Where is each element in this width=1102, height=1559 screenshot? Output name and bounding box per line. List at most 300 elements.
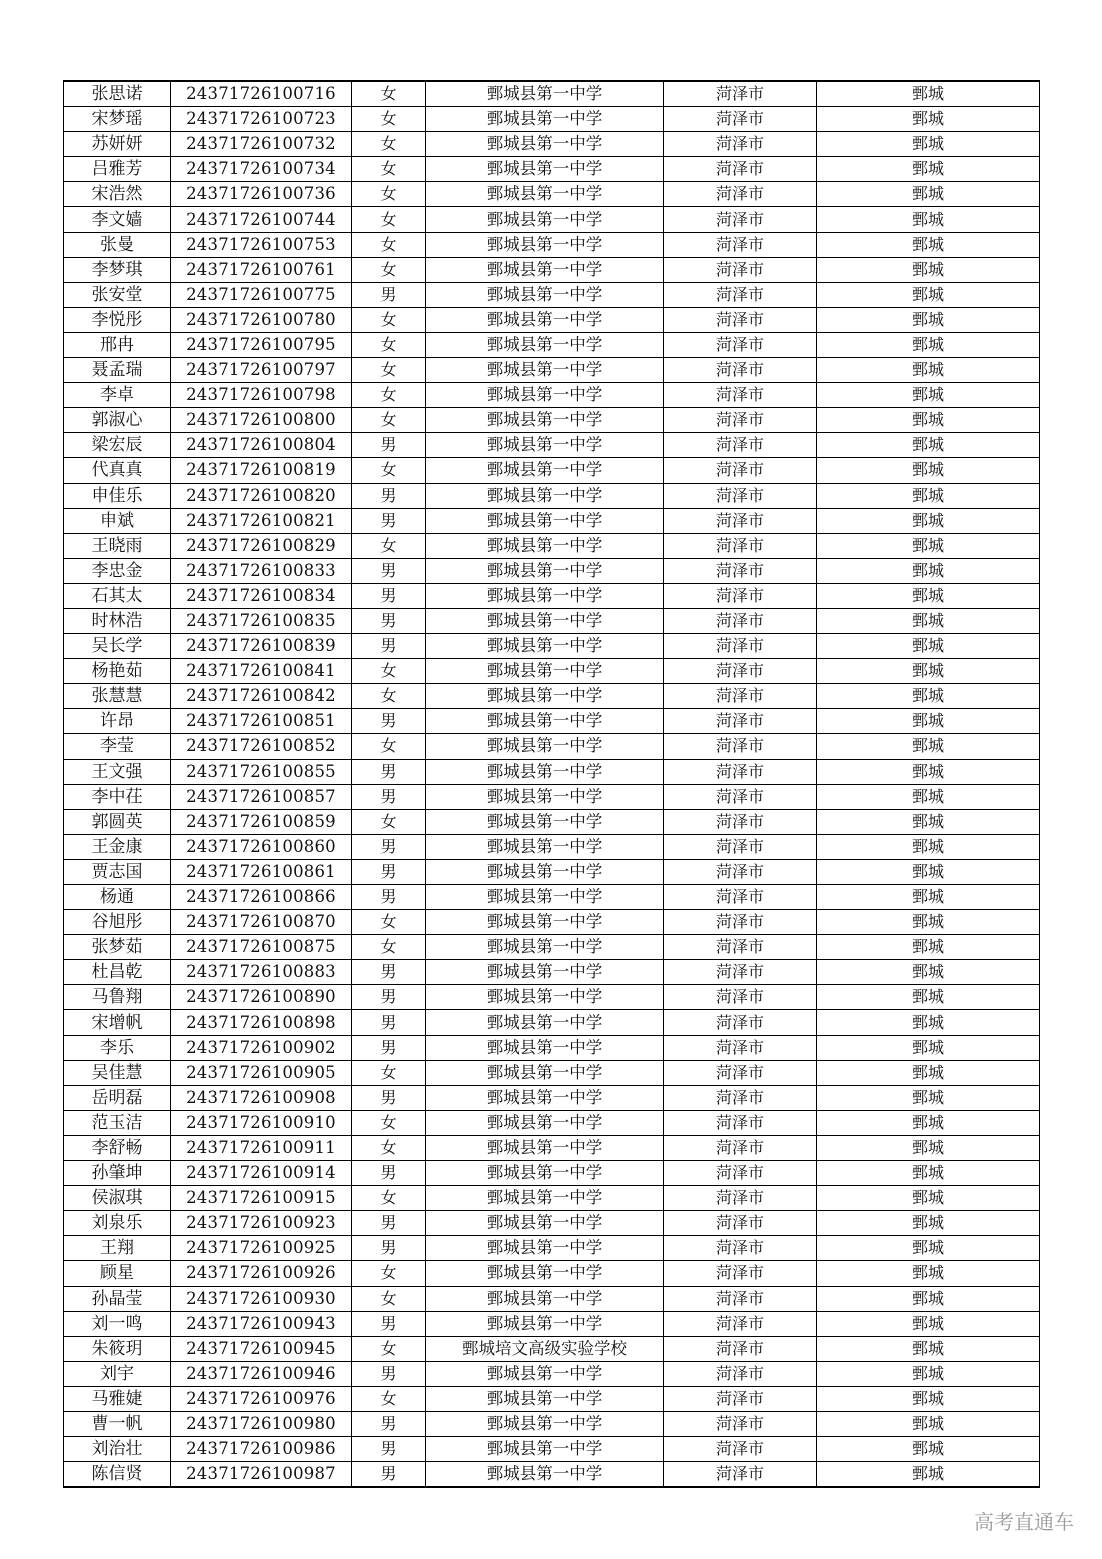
school-cell: 鄄城县第一中学 [426, 458, 664, 483]
watermark: 高考直通车 [974, 1510, 1074, 1534]
city-cell: 菏泽市 [664, 985, 817, 1010]
city-cell: 菏泽市 [664, 960, 817, 985]
table-row [64, 859, 1040, 884]
city-cell: 菏泽市 [664, 1336, 817, 1361]
county-cell: 鄄城 [817, 1361, 1040, 1386]
school-cell: 鄄城县第一中学 [426, 1437, 664, 1462]
gender-cell: 女 [352, 182, 426, 207]
exam-id-cell: 24371726100945 [171, 1336, 352, 1361]
table-row [64, 332, 1040, 357]
table-row [64, 132, 1040, 157]
school-cell: 鄄城县第一中学 [426, 985, 664, 1010]
county-cell: 鄄城 [817, 1186, 1040, 1211]
city-cell: 菏泽市 [664, 1261, 817, 1286]
city-cell: 菏泽市 [664, 659, 817, 684]
gender-cell: 女 [352, 458, 426, 483]
exam-id-cell: 24371726100930 [171, 1286, 352, 1311]
gender-cell: 男 [352, 1010, 426, 1035]
county-cell: 鄄城 [817, 1411, 1040, 1436]
student-name-cell: 杨通 [64, 885, 171, 910]
county-cell: 鄄城 [817, 859, 1040, 884]
county-cell: 鄄城 [817, 483, 1040, 508]
student-name-cell: 王文强 [64, 759, 171, 784]
student-name-cell: 郭淑心 [64, 408, 171, 433]
gender-cell: 男 [352, 709, 426, 734]
county-cell: 鄄城 [817, 1135, 1040, 1160]
school-cell: 鄄城县第一中学 [426, 358, 664, 383]
city-cell: 菏泽市 [664, 759, 817, 784]
table-row [64, 257, 1040, 282]
table-row [64, 784, 1040, 809]
gender-cell: 男 [352, 583, 426, 608]
gender-cell: 男 [352, 759, 426, 784]
school-cell: 鄄城县第一中学 [426, 508, 664, 533]
gender-cell: 女 [352, 257, 426, 282]
gender-cell: 女 [352, 1060, 426, 1085]
school-cell: 鄄城县第一中学 [426, 1161, 664, 1186]
school-cell: 鄄城县第一中学 [426, 383, 664, 408]
exam-id-cell: 24371726100943 [171, 1311, 352, 1336]
student-name-cell: 宋浩然 [64, 182, 171, 207]
city-cell: 菏泽市 [664, 734, 817, 759]
school-cell: 鄄城县第一中学 [426, 759, 664, 784]
student-name-cell: 李文嫱 [64, 207, 171, 232]
gender-cell: 女 [352, 408, 426, 433]
student-name-cell: 王金康 [64, 834, 171, 859]
city-cell: 菏泽市 [664, 232, 817, 257]
gender-cell: 男 [352, 1236, 426, 1261]
county-cell: 鄄城 [817, 558, 1040, 583]
exam-id-cell: 24371726100723 [171, 107, 352, 132]
county-cell: 鄄城 [817, 1161, 1040, 1186]
student-name-cell: 石其太 [64, 583, 171, 608]
school-cell: 鄄城县第一中学 [426, 107, 664, 132]
city-cell: 菏泽市 [664, 1386, 817, 1411]
exam-id-cell: 24371726100976 [171, 1386, 352, 1411]
exam-id-cell: 24371726100986 [171, 1437, 352, 1462]
school-cell: 鄄城县第一中学 [426, 885, 664, 910]
table-row [64, 1186, 1040, 1211]
table-row [64, 358, 1040, 383]
gender-cell: 女 [352, 809, 426, 834]
city-cell: 菏泽市 [664, 1110, 817, 1135]
gender-cell: 女 [352, 1261, 426, 1286]
student-name-cell: 刘泉乐 [64, 1211, 171, 1236]
student-name-cell: 刘治壮 [64, 1437, 171, 1462]
gender-cell: 男 [352, 859, 426, 884]
exam-id-cell: 24371726100829 [171, 533, 352, 558]
county-cell: 鄄城 [817, 1386, 1040, 1411]
county-cell: 鄄城 [817, 157, 1040, 182]
city-cell: 菏泽市 [664, 132, 817, 157]
school-cell: 鄄城县第一中学 [426, 1010, 664, 1035]
county-cell: 鄄城 [817, 809, 1040, 834]
city-cell: 菏泽市 [664, 383, 817, 408]
school-cell: 鄄城县第一中学 [426, 433, 664, 458]
gender-cell: 女 [352, 659, 426, 684]
county-cell: 鄄城 [817, 709, 1040, 734]
exam-id-cell: 24371726100780 [171, 307, 352, 332]
county-cell: 鄄城 [817, 1010, 1040, 1035]
county-cell: 鄄城 [817, 207, 1040, 232]
student-name-cell: 谷旭彤 [64, 910, 171, 935]
city-cell: 菏泽市 [664, 408, 817, 433]
table-row [64, 1286, 1040, 1311]
roster-table [63, 80, 1040, 1488]
exam-id-cell: 24371726100866 [171, 885, 352, 910]
gender-cell: 男 [352, 885, 426, 910]
gender-cell: 女 [352, 132, 426, 157]
school-cell: 鄄城县第一中学 [426, 1286, 664, 1311]
school-cell: 鄄城县第一中学 [426, 734, 664, 759]
city-cell: 菏泽市 [664, 1411, 817, 1436]
student-name-cell: 申斌 [64, 508, 171, 533]
exam-id-cell: 24371726100898 [171, 1010, 352, 1035]
exam-id-cell: 24371726100734 [171, 157, 352, 182]
table-row [64, 960, 1040, 985]
school-cell: 鄄城县第一中学 [426, 332, 664, 357]
city-cell: 菏泽市 [664, 332, 817, 357]
student-name-cell: 李梦琪 [64, 257, 171, 282]
table-row [64, 935, 1040, 960]
county-cell: 鄄城 [817, 1085, 1040, 1110]
county-cell: 鄄城 [817, 1286, 1040, 1311]
county-cell: 鄄城 [817, 834, 1040, 859]
table-row [64, 1085, 1040, 1110]
table-row [64, 383, 1040, 408]
student-name-cell: 刘宇 [64, 1361, 171, 1386]
gender-cell: 男 [352, 433, 426, 458]
table-row [64, 107, 1040, 132]
student-name-cell: 范玉洁 [64, 1110, 171, 1135]
city-cell: 菏泽市 [664, 935, 817, 960]
county-cell: 鄄城 [817, 784, 1040, 809]
county-cell: 鄄城 [817, 81, 1040, 107]
table-row [64, 885, 1040, 910]
exam-id-cell: 24371726100804 [171, 433, 352, 458]
county-cell: 鄄城 [817, 132, 1040, 157]
exam-id-cell: 24371726100842 [171, 684, 352, 709]
city-cell: 菏泽市 [664, 634, 817, 659]
table-row [64, 1161, 1040, 1186]
school-cell: 鄄城县第一中学 [426, 1110, 664, 1135]
school-cell: 鄄城县第一中学 [426, 935, 664, 960]
gender-cell: 男 [352, 1211, 426, 1236]
city-cell: 菏泽市 [664, 1035, 817, 1060]
county-cell: 鄄城 [817, 1236, 1040, 1261]
county-cell: 鄄城 [817, 583, 1040, 608]
student-name-cell: 刘一鸣 [64, 1311, 171, 1336]
exam-id-cell: 24371726100915 [171, 1186, 352, 1211]
table-row [64, 157, 1040, 182]
table-row [64, 634, 1040, 659]
school-cell: 鄄城县第一中学 [426, 1060, 664, 1085]
exam-id-cell: 24371726100835 [171, 608, 352, 633]
exam-id-cell: 24371726100905 [171, 1060, 352, 1085]
city-cell: 菏泽市 [664, 1211, 817, 1236]
county-cell: 鄄城 [817, 358, 1040, 383]
gender-cell: 女 [352, 358, 426, 383]
school-cell: 鄄城县第一中学 [426, 408, 664, 433]
gender-cell: 男 [352, 985, 426, 1010]
table-row [64, 583, 1040, 608]
exam-id-cell: 24371726100839 [171, 634, 352, 659]
school-cell: 鄄城培文高级实验学校 [426, 1336, 664, 1361]
student-name-cell: 李中茌 [64, 784, 171, 809]
student-name-cell: 苏妍妍 [64, 132, 171, 157]
county-cell: 鄄城 [817, 634, 1040, 659]
table-row [64, 408, 1040, 433]
table-row [64, 834, 1040, 859]
county-cell: 鄄城 [817, 759, 1040, 784]
gender-cell: 女 [352, 910, 426, 935]
city-cell: 菏泽市 [664, 1236, 817, 1261]
school-cell: 鄄城县第一中学 [426, 709, 664, 734]
table-row [64, 558, 1040, 583]
city-cell: 菏泽市 [664, 107, 817, 132]
school-cell: 鄄城县第一中学 [426, 1386, 664, 1411]
student-name-cell: 杜昌乾 [64, 960, 171, 985]
gender-cell: 男 [352, 483, 426, 508]
table-row [64, 709, 1040, 734]
city-cell: 菏泽市 [664, 583, 817, 608]
school-cell: 鄄城县第一中学 [426, 533, 664, 558]
gender-cell: 男 [352, 1411, 426, 1436]
county-cell: 鄄城 [817, 1437, 1040, 1462]
county-cell: 鄄城 [817, 659, 1040, 684]
gender-cell: 男 [352, 1035, 426, 1060]
school-cell: 鄄城县第一中学 [426, 634, 664, 659]
exam-id-cell: 24371726100820 [171, 483, 352, 508]
county-cell: 鄄城 [817, 1336, 1040, 1361]
student-name-cell: 李忠金 [64, 558, 171, 583]
table-row [64, 1411, 1040, 1436]
exam-id-cell: 24371726100797 [171, 358, 352, 383]
table-row [64, 307, 1040, 332]
school-cell: 鄄城县第一中学 [426, 1085, 664, 1110]
gender-cell: 女 [352, 207, 426, 232]
student-name-cell: 孙肇坤 [64, 1161, 171, 1186]
exam-id-cell: 24371726100732 [171, 132, 352, 157]
county-cell: 鄄城 [817, 1211, 1040, 1236]
city-cell: 菏泽市 [664, 182, 817, 207]
gender-cell: 女 [352, 935, 426, 960]
county-cell: 鄄城 [817, 960, 1040, 985]
city-cell: 菏泽市 [664, 834, 817, 859]
student-name-cell: 宋梦瑶 [64, 107, 171, 132]
exam-id-cell: 24371726100821 [171, 508, 352, 533]
county-cell: 鄄城 [817, 408, 1040, 433]
table-row [64, 1386, 1040, 1411]
county-cell: 鄄城 [817, 1110, 1040, 1135]
county-cell: 鄄城 [817, 282, 1040, 307]
school-cell: 鄄城县第一中学 [426, 659, 664, 684]
exam-id-cell: 24371726100775 [171, 282, 352, 307]
gender-cell: 女 [352, 734, 426, 759]
exam-id-cell: 24371726100926 [171, 1261, 352, 1286]
city-cell: 菏泽市 [664, 257, 817, 282]
city-cell: 菏泽市 [664, 1311, 817, 1336]
gender-cell: 女 [352, 332, 426, 357]
county-cell: 鄄城 [817, 910, 1040, 935]
student-name-cell: 顾星 [64, 1261, 171, 1286]
student-name-cell: 孙晶莹 [64, 1286, 171, 1311]
exam-id-cell: 24371726100855 [171, 759, 352, 784]
gender-cell: 女 [352, 1386, 426, 1411]
county-cell: 鄄城 [817, 107, 1040, 132]
county-cell: 鄄城 [817, 1060, 1040, 1085]
school-cell: 鄄城县第一中学 [426, 232, 664, 257]
exam-id-cell: 24371726100744 [171, 207, 352, 232]
roster-body [64, 81, 1040, 1487]
city-cell: 菏泽市 [664, 1060, 817, 1085]
exam-id-cell: 24371726100910 [171, 1110, 352, 1135]
table-row [64, 533, 1040, 558]
city-cell: 菏泽市 [664, 307, 817, 332]
exam-id-cell: 24371726100875 [171, 935, 352, 960]
table-row [64, 1361, 1040, 1386]
city-cell: 菏泽市 [664, 81, 817, 107]
city-cell: 菏泽市 [664, 809, 817, 834]
student-name-cell: 朱筱玥 [64, 1336, 171, 1361]
student-name-cell: 郭圆英 [64, 809, 171, 834]
table-row [64, 1010, 1040, 1035]
gender-cell: 女 [352, 383, 426, 408]
county-cell: 鄄城 [817, 885, 1040, 910]
city-cell: 菏泽市 [664, 1135, 817, 1160]
gender-cell: 男 [352, 1085, 426, 1110]
county-cell: 鄄城 [817, 1462, 1040, 1488]
exam-id-cell: 24371726100859 [171, 809, 352, 834]
student-name-cell: 马鲁翔 [64, 985, 171, 1010]
gender-cell: 女 [352, 232, 426, 257]
exam-id-cell: 24371726100861 [171, 859, 352, 884]
city-cell: 菏泽市 [664, 358, 817, 383]
city-cell: 菏泽市 [664, 1186, 817, 1211]
student-name-cell: 张曼 [64, 232, 171, 257]
table-row [64, 985, 1040, 1010]
gender-cell: 男 [352, 634, 426, 659]
table-row [64, 458, 1040, 483]
student-name-cell: 吕雅芳 [64, 157, 171, 182]
student-name-cell: 李莹 [64, 734, 171, 759]
table-row [64, 81, 1040, 107]
school-cell: 鄄城县第一中学 [426, 257, 664, 282]
gender-cell: 女 [352, 684, 426, 709]
gender-cell: 女 [352, 533, 426, 558]
gender-cell: 女 [352, 1186, 426, 1211]
table-row [64, 734, 1040, 759]
city-cell: 菏泽市 [664, 558, 817, 583]
student-name-cell: 李乐 [64, 1035, 171, 1060]
school-cell: 鄄城县第一中学 [426, 1135, 664, 1160]
city-cell: 菏泽市 [664, 608, 817, 633]
school-cell: 鄄城县第一中学 [426, 182, 664, 207]
city-cell: 菏泽市 [664, 207, 817, 232]
table-row [64, 1311, 1040, 1336]
county-cell: 鄄城 [817, 458, 1040, 483]
city-cell: 菏泽市 [664, 1010, 817, 1035]
student-name-cell: 许昂 [64, 709, 171, 734]
city-cell: 菏泽市 [664, 709, 817, 734]
student-name-cell: 岳明磊 [64, 1085, 171, 1110]
exam-id-cell: 24371726100798 [171, 383, 352, 408]
exam-id-cell: 24371726100834 [171, 583, 352, 608]
county-cell: 鄄城 [817, 307, 1040, 332]
gender-cell: 男 [352, 608, 426, 633]
student-name-cell: 申佳乐 [64, 483, 171, 508]
school-cell: 鄄城县第一中学 [426, 1311, 664, 1336]
student-name-cell: 李悦彤 [64, 307, 171, 332]
school-cell: 鄄城县第一中学 [426, 1236, 664, 1261]
county-cell: 鄄城 [817, 734, 1040, 759]
exam-id-cell: 24371726100980 [171, 1411, 352, 1436]
school-cell: 鄄城县第一中学 [426, 784, 664, 809]
city-cell: 菏泽市 [664, 1437, 817, 1462]
gender-cell: 男 [352, 508, 426, 533]
county-cell: 鄄城 [817, 383, 1040, 408]
table-row [64, 1261, 1040, 1286]
exam-id-cell: 24371726100914 [171, 1161, 352, 1186]
gender-cell: 男 [352, 1462, 426, 1488]
school-cell: 鄄城县第一中学 [426, 1186, 664, 1211]
county-cell: 鄄城 [817, 1035, 1040, 1060]
student-name-cell: 邢冉 [64, 332, 171, 357]
exam-id-cell: 24371726100736 [171, 182, 352, 207]
student-name-cell: 曹一帆 [64, 1411, 171, 1436]
gender-cell: 女 [352, 307, 426, 332]
school-cell: 鄄城县第一中学 [426, 910, 664, 935]
student-name-cell: 陈信贤 [64, 1462, 171, 1488]
county-cell: 鄄城 [817, 985, 1040, 1010]
gender-cell: 女 [352, 1135, 426, 1160]
exam-id-cell: 24371726100841 [171, 659, 352, 684]
table-row [64, 1236, 1040, 1261]
table-row [64, 232, 1040, 257]
exam-id-cell: 24371726100883 [171, 960, 352, 985]
city-cell: 菏泽市 [664, 1085, 817, 1110]
city-cell: 菏泽市 [664, 885, 817, 910]
school-cell: 鄄城县第一中学 [426, 684, 664, 709]
table-row [64, 910, 1040, 935]
gender-cell: 男 [352, 784, 426, 809]
student-name-cell: 李卓 [64, 383, 171, 408]
table-row [64, 1035, 1040, 1060]
gender-cell: 女 [352, 1286, 426, 1311]
school-cell: 鄄城县第一中学 [426, 1261, 664, 1286]
table-row [64, 1336, 1040, 1361]
exam-id-cell: 24371726100852 [171, 734, 352, 759]
exam-id-cell: 24371726100911 [171, 1135, 352, 1160]
school-cell: 鄄城县第一中学 [426, 960, 664, 985]
county-cell: 鄄城 [817, 1261, 1040, 1286]
school-cell: 鄄城县第一中学 [426, 1035, 664, 1060]
table-row [64, 759, 1040, 784]
student-name-cell: 马雅婕 [64, 1386, 171, 1411]
student-name-cell: 张安堂 [64, 282, 171, 307]
student-name-cell: 贾志国 [64, 859, 171, 884]
exam-id-cell: 24371726100833 [171, 558, 352, 583]
city-cell: 菏泽市 [664, 458, 817, 483]
school-cell: 鄄城县第一中学 [426, 859, 664, 884]
city-cell: 菏泽市 [664, 483, 817, 508]
student-name-cell: 张慧慧 [64, 684, 171, 709]
city-cell: 菏泽市 [664, 157, 817, 182]
county-cell: 鄄城 [817, 232, 1040, 257]
student-name-cell: 代真真 [64, 458, 171, 483]
gender-cell: 男 [352, 834, 426, 859]
county-cell: 鄄城 [817, 182, 1040, 207]
